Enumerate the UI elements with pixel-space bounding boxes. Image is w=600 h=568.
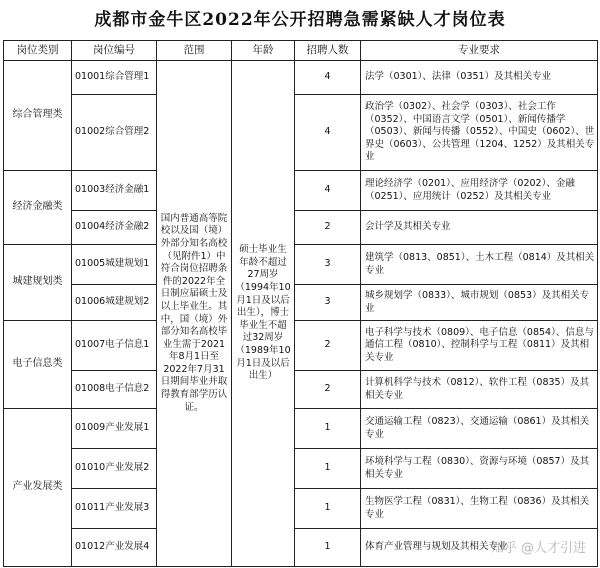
major-requirement: 体育产业管理与规划及其相关专业 [361,529,598,567]
recruit-count: 4 [295,95,361,171]
major-requirement: 理论经济学（0201）、应用经济学（0202）、金融（0251）、应用统计（0252）及其相关专业 [361,171,598,211]
position-code: 01005城建规划1 [72,245,157,285]
position-code: 01006城建规划2 [72,285,157,321]
recruit-count: 3 [295,285,361,321]
category-cell: 经济金融类 [4,171,72,245]
major-requirement: 计算机科学与技术（0812）、软件工程（0835）及其相关专业 [361,371,598,409]
position-code: 01003经济金融1 [72,171,157,211]
recruit-count: 1 [295,449,361,489]
position-code: 01010产业发展2 [72,449,157,489]
positions-table [3,40,598,567]
position-code: 01007电子信息1 [72,321,157,371]
watermark: 知乎 @人才引进 [490,541,586,556]
recruit-count: 2 [295,211,361,245]
position-code: 01001综合管理1 [72,61,157,95]
recruit-count: 3 [295,245,361,285]
table-row [4,285,598,321]
major-requirement: 电子科学与技术（0809）、电子信息（0854）、信息与通信工程（0810）、控制科学与工程（0811）及其相关专业 [361,321,598,371]
table-row [4,489,598,529]
major-requirement: 生物医学工程（0831）、生物工程（0836）及其相关专业 [361,489,598,529]
page-title: 成都市金牛区2022年公开招聘急需紧缺人才岗位表 [94,10,506,30]
header-scope: 范围 [157,41,232,61]
category-cell: 产业发展类 [4,409,72,567]
table-row [4,371,598,409]
header-count: 招聘人数 [295,41,361,61]
header-code: 岗位编号 [72,41,157,61]
major-requirement: 城乡规划学（0833）、城市规划（0853）及其相关专业 [361,285,598,321]
scope-cell: 国内普通高等院校以及国（境）外部分知名高校（见附件1）中符合岗位招聘条件的2022年全日制应届硕士及以上毕业生。其中，国（境）外部分知名高校毕业生需于2021年8月1日至2022年7月31日期间毕业并取得教育部学历认证。 [157,61,232,567]
position-code: 01008电子信息2 [72,371,157,409]
category-cell: 综合管理类 [4,61,72,171]
age-cell: 硕士毕业生年龄不超过27周岁（1994年10月1日及以后出生），博士毕业生不超过32周岁（1989年10月1日及以后出生） [232,61,295,567]
table-row [4,449,598,489]
position-code: 01004经济金融2 [72,211,157,245]
table-row [4,321,598,371]
recruit-count: 1 [295,409,361,449]
header-major: 专业要求 [361,41,598,61]
major-requirement: 政治学（0302）、社会学（0303）、社会工作（0352）、中国语言文学（0501）、新闻传播学（0503）、新闻与传播（0552）、中国史（0602）、世界史（0603）、公共管理（1204、1252）及其相关专业 [361,95,598,171]
recruit-count: 1 [295,529,361,567]
table-row [4,409,598,449]
table-row [4,171,598,211]
recruit-count: 4 [295,171,361,211]
position-code: 01009产业发展1 [72,409,157,449]
recruit-count: 1 [295,489,361,529]
major-requirement: 建筑学（0813、0851）、土木工程（0814）及其相关专业 [361,245,598,285]
position-code: 01011产业发展3 [72,489,157,529]
position-code: 01002综合管理2 [72,95,157,171]
table-header-row [4,41,598,61]
table-row [4,61,598,95]
major-requirement: 法学（0301）、法律（0351）及其相关专业 [361,61,598,95]
table-row [4,211,598,245]
header-age: 年龄 [232,41,295,61]
table-row [4,245,598,285]
recruit-count: 2 [295,371,361,409]
header-category: 岗位类别 [4,41,72,61]
major-requirement: 环境科学与工程（0830）、资源与环境（0857）及其相关专业 [361,449,598,489]
major-requirement: 会计学及其相关专业 [361,211,598,245]
recruit-count: 4 [295,61,361,95]
category-cell: 城建规划类 [4,245,72,321]
category-cell: 电子信息类 [4,321,72,409]
recruit-count: 2 [295,321,361,371]
position-code: 01012产业发展4 [72,529,157,567]
major-requirement: 交通运输工程（0823）、交通运输（0861）及其相关专业 [361,409,598,449]
table-row [4,95,598,171]
